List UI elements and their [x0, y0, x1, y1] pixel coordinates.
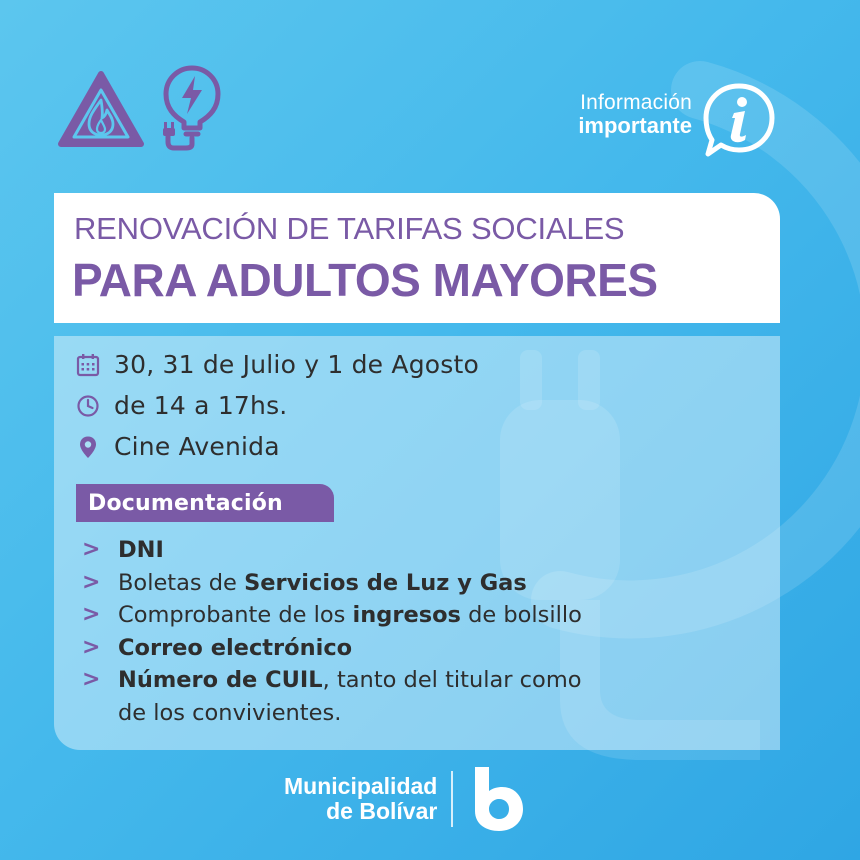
municipality-line-2: de Bolívar: [326, 798, 438, 824]
info-line-1: Información: [580, 91, 692, 114]
list-item: > Comprobante de los ingresos de bolsillo: [82, 599, 582, 632]
electric-bulb-plug-icon: [160, 64, 224, 152]
chevron-right-icon: >: [82, 667, 101, 692]
documentation-heading: Documentación: [76, 484, 334, 522]
municipality-name: [284, 774, 437, 825]
list-item: > Correo electrónico: [82, 632, 582, 665]
event-place: Cine Avenida: [114, 432, 280, 461]
municipality-line-1: Municipalidad: [284, 772, 438, 799]
info-important-title: [578, 92, 692, 137]
chevron-right-icon: >: [82, 569, 101, 595]
calendar-icon: [76, 353, 100, 377]
location-pin-icon: [76, 435, 100, 459]
b-letter-logo-icon: [469, 765, 525, 833]
list-item: > DNI: [82, 534, 582, 567]
fire-warning-icon: [58, 70, 144, 148]
list-item: > Número de CUIL, tanto del titular como: [82, 664, 582, 697]
content-card: [54, 336, 780, 750]
documentation-list: [82, 534, 582, 729]
title-main: PARA ADULTOS MAYORES: [72, 254, 658, 306]
date-row: [76, 350, 479, 379]
clock-icon: [76, 394, 100, 418]
chevron-right-icon: >: [82, 537, 101, 562]
title-card: [54, 193, 780, 323]
place-row: [76, 432, 280, 461]
list-item-continuation: de los convivientes.: [118, 699, 342, 726]
info-line-2: importante: [578, 113, 692, 139]
logo-divider: [451, 771, 453, 827]
municipality-logo: [284, 764, 525, 834]
time-row: [76, 391, 287, 420]
chevron-right-icon: >: [82, 602, 101, 627]
info-bubble-icon: [700, 80, 778, 160]
event-time: de 14 a 17hs.: [114, 391, 288, 420]
list-item: > Boletas de Servicios de Luz y Gas: [82, 567, 582, 600]
chevron-right-icon: >: [82, 634, 101, 660]
title-subtitle: RENOVACIÓN DE TARIFAS SOCIALES: [74, 211, 625, 246]
event-dates: 30, 31 de Julio y 1 de Agosto: [114, 350, 479, 379]
